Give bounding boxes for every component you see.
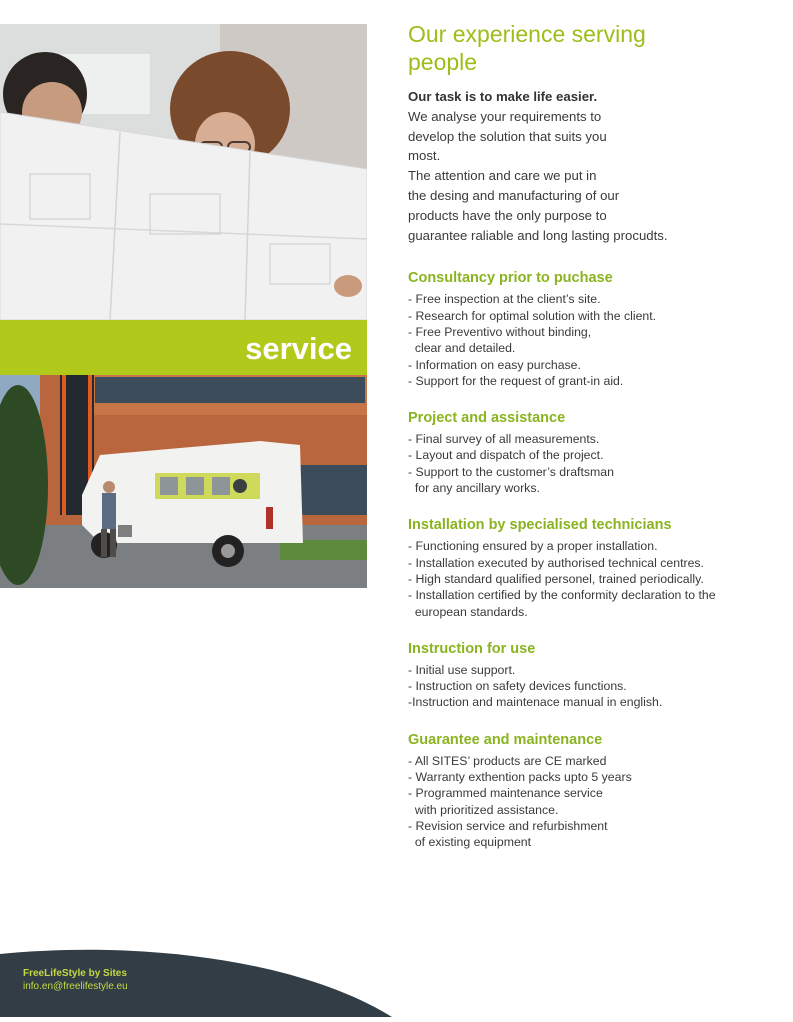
list-item: - Free inspection at the client’s site. (408, 292, 601, 307)
section-title: Installation by specialised technicians (408, 517, 672, 534)
list-item: -Instruction and maintenace manual in english. (408, 695, 663, 710)
list-item: - Installation executed by authorised technical centres. (408, 555, 704, 570)
intro-line: develop the solution that suits you (408, 128, 607, 144)
section-list (408, 291, 778, 389)
section-list (408, 431, 778, 496)
service-van-illustration (0, 375, 367, 588)
list-item: - High standard qualified personel, trained periodically. (408, 571, 704, 586)
section-instruction (408, 640, 778, 711)
people-blueprint-illustration (0, 24, 367, 320)
people-blueprint-photo (0, 24, 367, 320)
section-title: Consultancy prior to puchase (408, 270, 613, 287)
section-guarantee (408, 731, 778, 851)
page-title (408, 20, 778, 76)
service-label: service (245, 331, 352, 366)
section-title: Instruction for use (408, 640, 536, 657)
intro-line: products have the only purpose to (408, 207, 607, 223)
list-item: - Instruction on safety devices functions. (408, 679, 627, 694)
footer-brand: FreeLifeStyle by Sites (23, 968, 127, 979)
section-list (408, 753, 778, 851)
list-item: - Initial use support. (408, 662, 516, 677)
list-item: - Functioning ensured by a proper installation. (408, 539, 658, 554)
list-item: - All SITES’ products are CE marked (408, 753, 607, 768)
title-line-1: Our experience serving (408, 21, 646, 47)
intro-line: most. (408, 148, 441, 164)
service-band (0, 320, 367, 375)
list-item: with prioritized assistance. (408, 802, 559, 817)
intro-lead: Our task is to make life easier. (408, 89, 598, 104)
service-van-photo (0, 375, 367, 588)
list-item: - Programmed maintenance service (408, 786, 603, 801)
section-consultancy (408, 269, 778, 389)
list-item: european standards. (408, 604, 528, 619)
list-item: - Free Preventivo without binding, (408, 324, 592, 339)
list-item: - Support to the customer’s draftsman (408, 464, 614, 479)
intro-line: the desing and manufacturing of our (408, 187, 620, 203)
list-item: - Information on easy purchase. (408, 357, 581, 372)
intro-line: We analyse your requirements to (408, 108, 602, 124)
list-item: - Layout and dispatch of the project. (408, 448, 604, 463)
section-project (408, 409, 778, 496)
footer-contact (23, 967, 128, 993)
section-installation (408, 516, 778, 619)
list-item: - Research for optimal solution with the client. (408, 308, 657, 323)
section-title: Guarantee and maintenance (408, 731, 603, 748)
list-item: - Final survey of all measurements. (408, 432, 600, 447)
list-item: - Installation certified by the conformity declaration to the (408, 588, 716, 603)
section-title: Project and assistance (408, 410, 566, 427)
list-item: - Support for the request of grant-in aid. (408, 373, 624, 388)
section-list (408, 538, 778, 619)
footer-email-link[interactable]: info.en@freelifestyle.eu (23, 981, 128, 992)
list-item: for any ancillary works. (408, 481, 540, 496)
intro-line: The attention and care we put in (408, 168, 597, 184)
list-item: - Warranty exthention packs upto 5 years (408, 770, 632, 785)
intro-line: guarantee raliable and long lasting procudts. (408, 227, 668, 243)
intro-paragraph (408, 87, 778, 245)
list-item: - Revision service and refurbishment (408, 818, 608, 833)
title-line-2: people (408, 49, 478, 75)
list-item: of existing equipment (408, 835, 532, 850)
section-list (408, 662, 778, 711)
content-column (408, 20, 778, 851)
list-item: clear and detailed. (408, 341, 516, 356)
